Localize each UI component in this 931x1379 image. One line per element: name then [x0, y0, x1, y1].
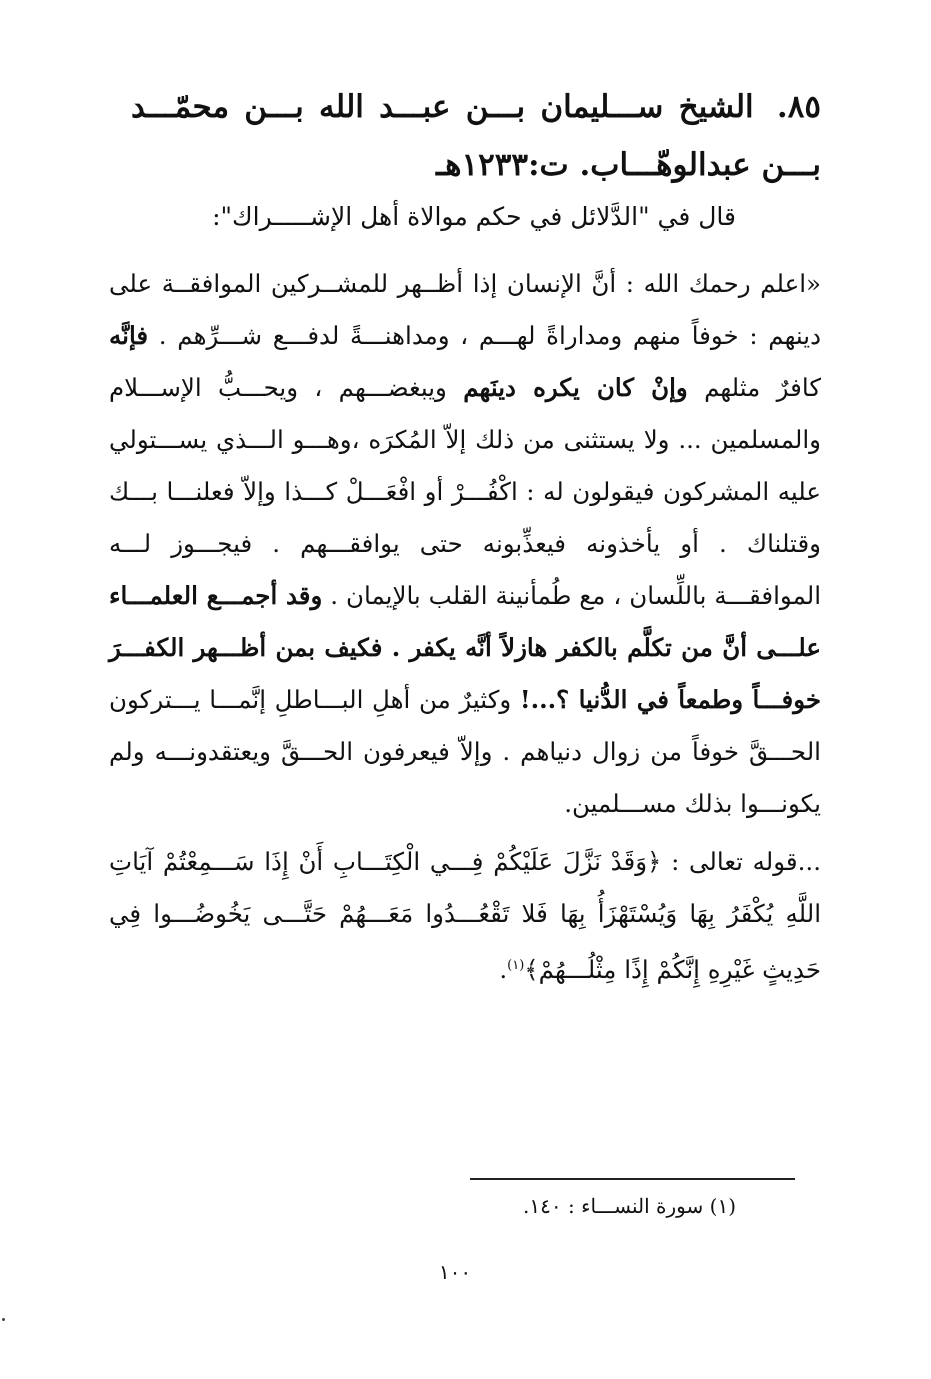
paragraph-bold-text: وقد أجمـــع العلمـــاء علـــى أنَّ من تكلَّم بالكفر هازلاً أنَّه يكفر . فكيف بمن أظـــهر الكفـــرَ خوفـــاً وطمعاً في الدُّنيا ؟...! [109, 581, 821, 714]
quoted-paragraph [109, 258, 821, 830]
verse-paragraph [109, 836, 821, 996]
intro-line: قال في "الدَّلائل في حكم موالاة أهل الإشـــــراك": [212, 202, 736, 231]
paragraph-text: ويبغضـــهم ، ويحـــبُّ الإســـلام والمسلمين ... ولا يستثنى من ذلك إلاّ المُكرَه ،وهـــو الـــذي يســـتولي عليه المشركون فيقولون له : اكْفُـــرْ أو افْعَـــلْ كـــذا وإلاّ فعلنـــا بـــك وقتلناك . أو يأخذونه فيعذِّبونه حتى يوافقـــهم . فيجـــوز لـــه الموافقـــة باللِّسان ، مع طُمأنينة القلب بالإيمان . [109, 373, 822, 610]
paragraph-text: كافرٌ مثلهم [687, 373, 822, 402]
paragraph-text: «اعلم رحمك الله : أنَّ الإنسان إذا أظــهر للمشــركين الموافقــة على دينهم : خوفاً منهم ومداراةً لهـــم ، ومداهنـــةً لدفـــع شـــرِّهم . [109, 269, 821, 350]
paragraph-bold-text: فإنَّه [109, 321, 149, 350]
scan-mark [2, 1318, 5, 1321]
verse-text: ...قوله تعالى : ﴿وَقَدْ نَزَّلَ عَلَيْكُمْ فِـــي الْكِتَـــابِ أَنْ إِذَا سَـــمِعْتُمْ آيَاتِ اللَّهِ يُكْفَرُ بِهَا وَيُسْتَهْزَأُ بِهَا فَلا تَقْعُـــدُوا مَعَـــهُمْ حَتَّـــى يَخُوضُـــوا فِي حَدِيثٍ غَيْرِهِ إِنَّكُمْ إِذًا مِثْلُـــهُمْ﴾ [109, 847, 821, 985]
paragraph-text: وكثيرٌ من أهلِ البـــاطلِ إنَّمـــا يـــتركون الحـــقَّ خوفاً من زوال دنياهم . وإلاّ فيعرفون الحـــقَّ ويعتقدونـــه ولم يكونـــوا بذلك مســـلمين. [109, 685, 821, 818]
page-number: ١٠٠ [438, 1260, 472, 1284]
verse-end: . [499, 955, 508, 985]
footnote-marker[interactable]: (١) [507, 958, 525, 973]
footnote-divider [470, 1178, 795, 1180]
section-number: ٨٥. [776, 89, 821, 125]
footnote: (١) سورة النســـاء : ١٤٠. [523, 1194, 736, 1218]
section-title: الشيخ ســـليمان بـــن عبـــد الله بـــن محمّـــد بـــن عبدالوهّـــاب. ت:١٢٣٣هـ [131, 89, 821, 183]
section-heading [131, 78, 821, 194]
paragraph-bold-text: وإنْ كان يكره دينَهم [463, 373, 688, 402]
